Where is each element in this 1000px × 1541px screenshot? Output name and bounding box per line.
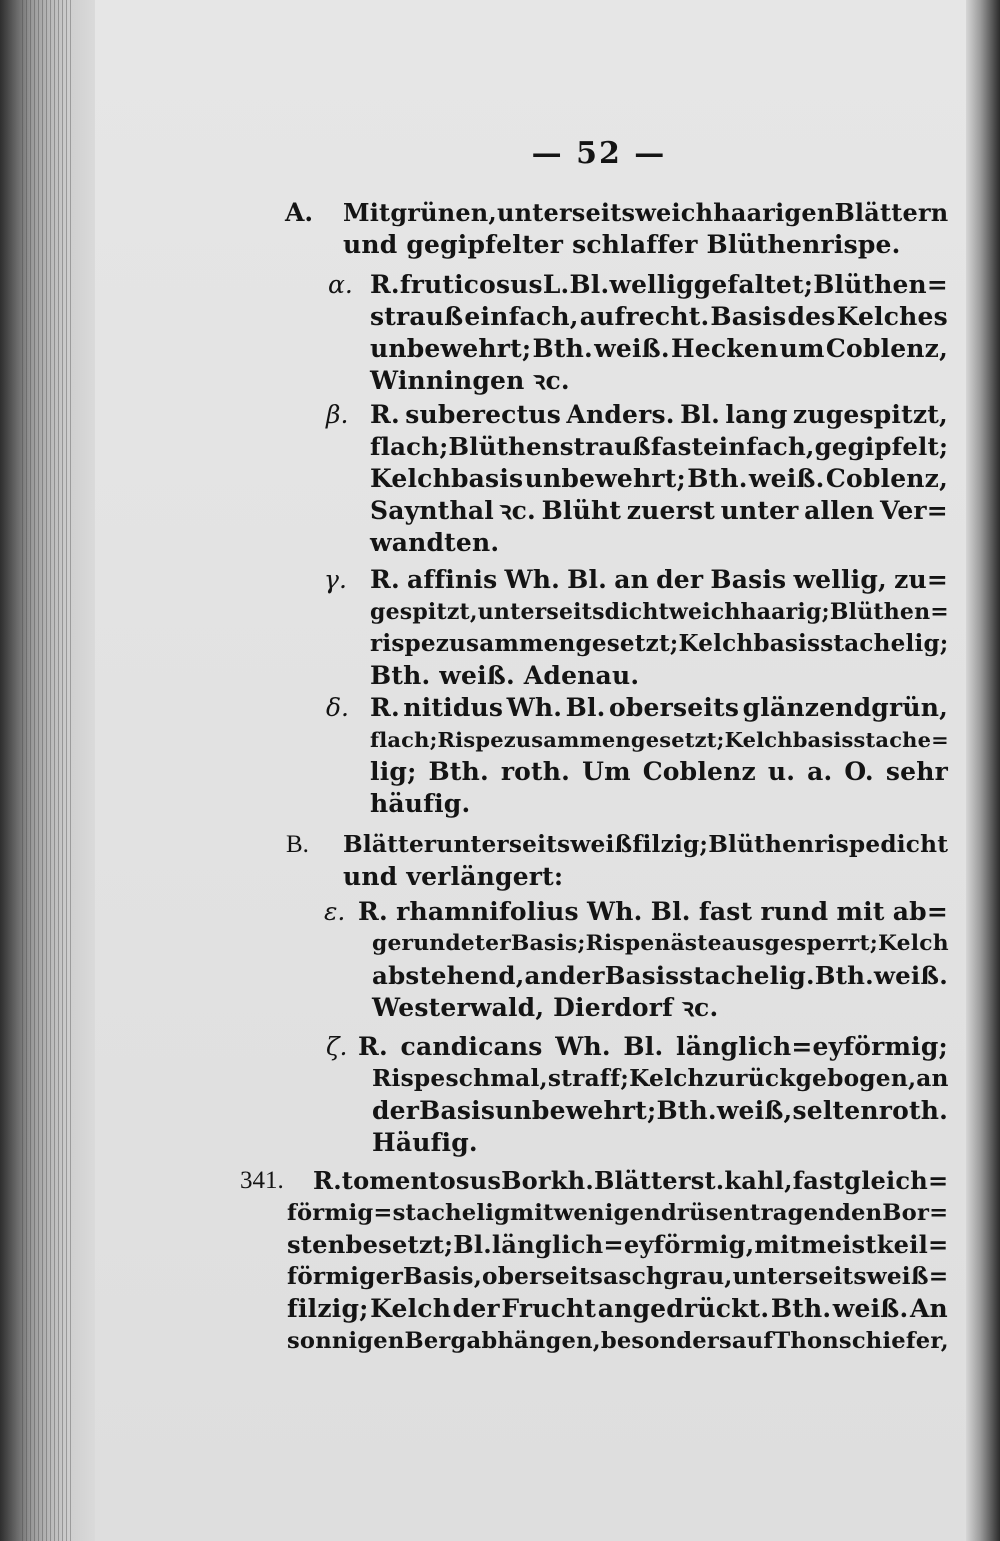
text-line: filzig; Kelch der Frucht angedrückt. Bth. weiß. An bbox=[287, 1294, 948, 1323]
section-label-alpha: α. bbox=[328, 270, 353, 299]
entry-number-341: 341. bbox=[240, 1167, 284, 1194]
text-line: gerundeter Basis; Rispenäste ausgesperrt; Kelch bbox=[372, 931, 949, 956]
text-line: unbewehrt; Bth. weiß. Hecken um Coblenz, bbox=[370, 334, 948, 363]
text-line: flach; Blüthenstrauß fast einfach, gegipfelt; bbox=[370, 432, 949, 461]
text-line: Häufig. bbox=[372, 1128, 478, 1157]
section-label-beta: β. bbox=[326, 400, 349, 429]
text-line: flach; Rispe zusammengesetzt; Kelchbasis stache= bbox=[370, 727, 949, 752]
text-line: Bth. weiß. Adenau. bbox=[370, 661, 640, 690]
section-label-b: B. bbox=[286, 831, 309, 858]
text-line: R. affinis Wh. Bl. an der Basis wellig, zu= bbox=[370, 565, 948, 594]
text-line: Winningen ꝛc. bbox=[370, 366, 570, 395]
section-label-epsilon: ε. bbox=[324, 897, 346, 926]
section-label-zeta: ζ. bbox=[326, 1032, 348, 1061]
section-label-a: A. bbox=[285, 198, 314, 227]
text-line: lig; Bth. roth. Um Coblenz u. a. O. sehr bbox=[370, 757, 948, 786]
text-line: der Basis unbewehrt; Bth. weiß, selten roth. bbox=[372, 1096, 949, 1125]
text-line: gespitzt, unterseits dicht weichhaarig; Blüthen= bbox=[370, 599, 949, 625]
book-spine bbox=[0, 0, 95, 1541]
page-edge-shadow bbox=[966, 0, 1000, 1541]
text-line: R. candicans Wh. Bl. länglich=eyförmig; bbox=[358, 1032, 948, 1061]
text-line: sonnigen Bergabhängen, besonders auf Thonschiefer, bbox=[287, 1328, 949, 1354]
text-line: Kelchbasis unbewehrt; Bth. weiß. Coblenz, bbox=[370, 464, 948, 493]
text-line: R. rhamnifolius Wh. Bl. fast rund mit ab= bbox=[358, 897, 948, 926]
text-line: häufig. bbox=[370, 789, 471, 818]
text-line: R. fruticosus L. Bl. welliggefaltet; Blüthen= bbox=[370, 270, 948, 299]
section-label-gamma: γ. bbox=[324, 565, 347, 594]
text-line: Mit grünen, unterseits weichhaarigen Blättern bbox=[343, 198, 949, 227]
text-line: förmiger Basis, oberseits aschgrau, unterseits weiß= bbox=[287, 1263, 949, 1290]
text-line: sten besetzt; Bl. länglich=eyförmig, mit meist keil= bbox=[287, 1230, 949, 1259]
text-line: abstehend, an der Basis stachelig. Bth. weiß. bbox=[372, 961, 948, 990]
text-line: Blätter unterseits weißfilzig; Blüthenrispe dicht bbox=[343, 831, 949, 858]
section-label-delta: δ. bbox=[326, 693, 349, 722]
text-line: R. nitidus Wh. Bl. oberseits glänzendgrün, bbox=[370, 693, 948, 722]
text-line: Westerwald, Dierdorf ꝛc. bbox=[372, 993, 719, 1022]
text-line: und gegipfelter schlaffer Blüthenrispe. bbox=[343, 230, 901, 259]
text-line: Rispe schmal, straff; Kelch zurückgebogen, an bbox=[372, 1065, 949, 1092]
text-line: rispe zusammengesetzt; Kelchbasis stachelig; bbox=[370, 630, 949, 657]
text-line: Saynthal ꝛc. Blüht zuerst unter allen Ver= bbox=[370, 496, 948, 525]
text-line: R. tomentosus Borkh. Blätterst. kahl, fast gleich= bbox=[313, 1166, 949, 1195]
text-line: R. suberectus Anders. Bl. lang zugespitzt, bbox=[370, 400, 948, 429]
text-line: wandten. bbox=[370, 528, 500, 557]
page-number: — 52 — bbox=[531, 136, 667, 171]
text-line: förmig=stachelig mit wenigen drüsentragenden Bor= bbox=[287, 1200, 949, 1226]
text-line: strauß einfach, aufrecht. Basis des Kelches bbox=[370, 302, 948, 331]
text-line: und verlängert: bbox=[343, 862, 564, 891]
